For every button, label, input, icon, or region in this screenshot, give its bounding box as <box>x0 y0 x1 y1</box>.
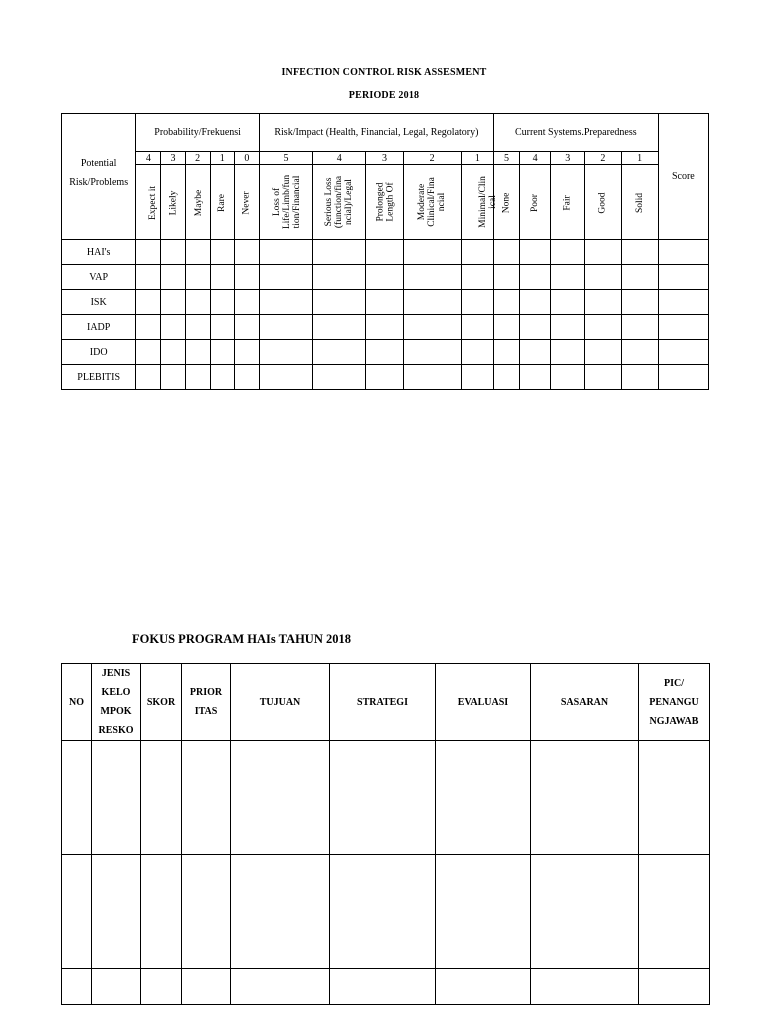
document-title: INFECTION CONTROL RISK ASSESMENT <box>281 67 487 78</box>
risk-row-label: IADP <box>62 315 136 340</box>
risk-score-cell[interactable] <box>259 265 312 290</box>
preparedness-num: 4 <box>520 152 551 165</box>
risk-score-cell[interactable] <box>585 240 621 265</box>
risk-score-cell[interactable] <box>366 340 403 365</box>
risk-score-cell[interactable] <box>259 340 312 365</box>
fokus-cell[interactable] <box>141 969 182 1005</box>
risk-score-cell[interactable] <box>185 365 210 390</box>
fokus-cell[interactable] <box>182 741 231 855</box>
risk-score-cell[interactable] <box>493 265 519 290</box>
risk-score-cell[interactable] <box>461 315 493 340</box>
preparedness-label-cell <box>585 165 621 240</box>
preparedness-label: Fair <box>562 194 573 211</box>
risk-score-cell[interactable] <box>185 240 210 265</box>
risk-score-cell[interactable] <box>313 240 366 265</box>
preparedness-label-cell <box>493 165 519 240</box>
risk-score-cell[interactable] <box>621 340 658 365</box>
fokus-cell[interactable] <box>182 855 231 969</box>
risk-score-cell[interactable] <box>520 340 551 365</box>
fokus-cell[interactable] <box>62 855 92 969</box>
risk-score-cell[interactable] <box>313 315 366 340</box>
fokus-cell[interactable] <box>531 969 639 1005</box>
risk-score-cell[interactable] <box>403 315 461 340</box>
risk-score-cell[interactable] <box>136 290 161 315</box>
risk-score-cell[interactable] <box>259 365 312 390</box>
risk-score-cell[interactable] <box>259 315 312 340</box>
risk-score-cell[interactable] <box>366 315 403 340</box>
fokus-cell[interactable] <box>92 741 141 855</box>
risk-score-cell[interactable] <box>210 290 234 315</box>
impact-label-cell <box>366 165 403 240</box>
fokus-cell[interactable] <box>639 855 710 969</box>
fokus-cell[interactable] <box>330 741 436 855</box>
preparedness-label: Poor <box>530 193 541 212</box>
risk-score-cell[interactable] <box>234 290 259 315</box>
risk-score-cell[interactable] <box>136 240 161 265</box>
risk-score-cell[interactable] <box>658 240 708 265</box>
probability-num: 1 <box>210 152 234 165</box>
risk-score-cell[interactable] <box>551 340 585 365</box>
impact-label-line: Prolonged <box>376 182 387 222</box>
risk-score-cell[interactable] <box>585 265 621 290</box>
risk-score-cell[interactable] <box>403 290 461 315</box>
col-jenis-line: MPOK <box>100 706 132 717</box>
fokus-cell[interactable] <box>62 969 92 1005</box>
risk-score-cell[interactable] <box>658 340 708 365</box>
risk-score-cell[interactable] <box>621 315 658 340</box>
risk-score-cell[interactable] <box>403 240 461 265</box>
potential-label: Potential <box>80 158 117 169</box>
risk-score-cell[interactable] <box>136 365 161 390</box>
impact-label-cell <box>403 165 461 240</box>
impact-label-line: tion/Financial <box>292 175 303 229</box>
risk-score-cell[interactable] <box>161 365 185 390</box>
fokus-cell[interactable] <box>436 855 531 969</box>
preparedness-label-cell <box>520 165 551 240</box>
risk-score-cell[interactable] <box>313 365 366 390</box>
risk-row-label: PLEBITIS <box>62 365 136 390</box>
fokus-cell[interactable] <box>62 741 92 855</box>
col-jenis-line: RESKO <box>98 725 134 736</box>
risk-score-cell[interactable] <box>234 340 259 365</box>
risk-score-cell[interactable] <box>493 365 519 390</box>
risk-score-cell[interactable] <box>210 340 234 365</box>
risk-score-cell[interactable] <box>259 290 312 315</box>
risk-score-cell[interactable] <box>366 240 403 265</box>
impact-label-line: ncial <box>437 192 448 212</box>
risk-score-cell[interactable] <box>161 290 185 315</box>
risk-score-cell[interactable] <box>403 365 461 390</box>
fokus-cell[interactable] <box>92 855 141 969</box>
fokus-row <box>62 855 710 969</box>
risk-score-cell[interactable] <box>520 290 551 315</box>
risk-row <box>62 340 709 365</box>
impact-label-line: Clinical/Fina <box>427 177 438 227</box>
risk-row <box>62 365 709 390</box>
probability-num: 3 <box>161 152 185 165</box>
fokus-cell[interactable] <box>436 741 531 855</box>
risk-score-cell[interactable] <box>234 265 259 290</box>
fokus-program-title: FOKUS PROGRAM HAIs TAHUN 2018 <box>132 632 351 646</box>
probability-label: Never <box>241 190 252 215</box>
risk-score-cell[interactable] <box>461 240 493 265</box>
fokus-row <box>62 969 710 1005</box>
col-prioritas-line: PRIOR <box>189 687 223 698</box>
fokus-cell[interactable] <box>436 969 531 1005</box>
risk-score-cell[interactable] <box>551 240 585 265</box>
impact-num: 3 <box>366 152 403 165</box>
risk-score-cell[interactable] <box>520 265 551 290</box>
risk-score-cell[interactable] <box>136 315 161 340</box>
impact-label-line: Loss of <box>272 187 283 217</box>
risk-score-cell[interactable] <box>551 365 585 390</box>
probability-label-cell <box>210 165 234 240</box>
impact-label-line: ncial)/Legal <box>344 179 355 225</box>
col-jenis-header <box>92 664 141 741</box>
preparedness-num: 3 <box>551 152 585 165</box>
risk-score-cell[interactable] <box>210 365 234 390</box>
risk-row-label: HAI's <box>62 240 136 265</box>
risk-score-cell[interactable] <box>551 290 585 315</box>
risk-score-cell[interactable] <box>313 265 366 290</box>
preparedness-label: None <box>501 192 512 213</box>
impact-label-cell <box>259 165 312 240</box>
risk-score-cell[interactable] <box>621 290 658 315</box>
probability-label: Rare <box>217 193 228 212</box>
risk-score-cell[interactable] <box>658 365 708 390</box>
risk-score-cell[interactable] <box>313 290 366 315</box>
probability-label-cell <box>234 165 259 240</box>
risk-score-cell[interactable] <box>136 340 161 365</box>
impact-num: 1 <box>461 152 493 165</box>
risk-score-cell[interactable] <box>185 290 210 315</box>
risk-row-label: ISK <box>62 290 136 315</box>
fokus-cell[interactable] <box>231 855 330 969</box>
probability-label: Likely <box>168 190 179 215</box>
impact-label-line: Serious Loss <box>324 177 335 227</box>
preparedness-label-cell <box>621 165 658 240</box>
col-strategi-header: STRATEGI <box>330 664 436 741</box>
fokus-cell[interactable] <box>141 855 182 969</box>
risk-score-cell[interactable] <box>461 290 493 315</box>
fokus-cell[interactable] <box>330 969 436 1005</box>
probability-label-cell <box>161 165 185 240</box>
risk-score-cell[interactable] <box>520 240 551 265</box>
impact-label-line: (function/fina <box>334 175 345 229</box>
risk-score-cell[interactable] <box>403 340 461 365</box>
col-evaluasi-header: EVALUASI <box>436 664 531 741</box>
probability-num: 4 <box>136 152 161 165</box>
risk-score-cell[interactable] <box>185 265 210 290</box>
col-jenis-line: KELO <box>101 687 131 698</box>
risk-score-cell[interactable] <box>366 265 403 290</box>
risk-score-cell[interactable] <box>210 315 234 340</box>
impact-label-cell <box>461 165 498 240</box>
probability-group-header: Probability/Frekuensi <box>136 114 260 152</box>
probability-label-cell <box>136 165 161 240</box>
col-no-header: NO <box>62 664 92 741</box>
risk-score-cell[interactable] <box>366 365 403 390</box>
probability-num: 0 <box>234 152 259 165</box>
probability-num: 2 <box>185 152 210 165</box>
col-sasaran-header: SASARAN <box>531 664 639 741</box>
impact-label-line: ical <box>487 195 498 209</box>
risk-row-label: IDO <box>62 340 136 365</box>
probability-label: Expect it <box>148 185 159 220</box>
col-pic-line: PENANGU <box>649 696 699 708</box>
fokus-cell[interactable] <box>330 855 436 969</box>
impact-label-line: Length Of <box>386 182 397 222</box>
preparedness-num: 2 <box>585 152 621 165</box>
col-prioritas-line: ITAS <box>194 706 218 717</box>
risk-score-cell[interactable] <box>551 315 585 340</box>
impact-label-line: Life/Limb/fun <box>282 174 293 230</box>
risk-score-cell[interactable] <box>658 265 708 290</box>
preparedness-group-header: Current Systems.Preparedness <box>493 114 658 152</box>
risk-score-cell[interactable] <box>210 240 234 265</box>
fokus-cell[interactable] <box>92 969 141 1005</box>
risk-score-cell[interactable] <box>585 290 621 315</box>
score-header: Score <box>658 114 708 240</box>
col-skor-header: SKOR <box>141 664 182 741</box>
col-tujuan-header: TUJUAN <box>231 664 330 741</box>
impact-num: 5 <box>259 152 312 165</box>
risk-score-cell[interactable] <box>234 315 259 340</box>
risk-assessment-table <box>61 113 709 390</box>
risk-row <box>62 265 709 290</box>
potential-risk-header <box>62 114 136 240</box>
risk-score-cell[interactable] <box>161 315 185 340</box>
preparedness-num: 5 <box>493 152 519 165</box>
fokus-cell[interactable] <box>141 741 182 855</box>
fokus-row <box>62 741 710 855</box>
risk-score-cell[interactable] <box>585 315 621 340</box>
risk-score-cell[interactable] <box>621 265 658 290</box>
impact-label-line: Moderate <box>417 183 428 221</box>
risk-score-cell[interactable] <box>493 315 519 340</box>
risk-score-cell[interactable] <box>493 340 519 365</box>
risk-problems-label: Risk/Problems <box>69 177 129 188</box>
risk-score-cell[interactable] <box>161 265 185 290</box>
risk-score-cell[interactable] <box>621 240 658 265</box>
preparedness-label: Solid <box>634 192 645 213</box>
fokus-cell[interactable] <box>231 969 330 1005</box>
risk-score-cell[interactable] <box>585 365 621 390</box>
risk-score-cell[interactable] <box>658 315 708 340</box>
risk-score-cell[interactable] <box>161 240 185 265</box>
risk-row <box>62 290 709 315</box>
risk-score-cell[interactable] <box>520 315 551 340</box>
col-pic-line: PIC/ <box>664 677 684 689</box>
risk-score-cell[interactable] <box>493 240 519 265</box>
risk-score-cell[interactable] <box>551 265 585 290</box>
risk-score-cell[interactable] <box>210 265 234 290</box>
fokus-cell[interactable] <box>231 741 330 855</box>
fokus-cell[interactable] <box>639 969 710 1005</box>
risk-score-cell[interactable] <box>234 240 259 265</box>
risk-row-label: VAP <box>62 265 136 290</box>
preparedness-label: Good <box>597 191 608 214</box>
impact-num: 2 <box>403 152 461 165</box>
risk-score-cell[interactable] <box>493 290 519 315</box>
preparedness-label-cell <box>551 165 585 240</box>
col-jenis-line: JENIS <box>101 668 131 679</box>
risk-score-cell[interactable] <box>461 340 493 365</box>
risk-row <box>62 315 709 340</box>
risk-score-cell[interactable] <box>185 315 210 340</box>
risk-score-cell[interactable] <box>585 340 621 365</box>
risk-score-cell[interactable] <box>234 365 259 390</box>
risk-score-cell[interactable] <box>621 365 658 390</box>
risk-score-cell[interactable] <box>461 365 493 390</box>
risk-row <box>62 240 709 265</box>
risk-score-cell[interactable] <box>366 290 403 315</box>
impact-num: 4 <box>313 152 366 165</box>
col-pic-header <box>639 664 710 741</box>
risk-score-cell[interactable] <box>520 365 551 390</box>
fokus-cell[interactable] <box>182 969 231 1005</box>
col-pic-line: NGJAWAB <box>649 715 699 727</box>
document-period: PERIODE 2018 <box>348 90 420 101</box>
col-prioritas-header <box>182 664 231 741</box>
risk-score-cell[interactable] <box>403 265 461 290</box>
risk-score-cell[interactable] <box>658 290 708 315</box>
risk-score-cell[interactable] <box>136 265 161 290</box>
probability-label: Maybe <box>193 189 204 216</box>
risk-score-cell[interactable] <box>313 340 366 365</box>
fokus-cell[interactable] <box>531 741 639 855</box>
fokus-cell[interactable] <box>531 855 639 969</box>
risk-score-cell[interactable] <box>185 340 210 365</box>
probability-label-cell <box>185 165 210 240</box>
impact-label-line: Minimal/Clin <box>477 176 488 228</box>
impact-group-header: Risk/Impact (Health, Financial, Legal, Regolatory) <box>259 114 493 152</box>
risk-score-cell[interactable] <box>161 340 185 365</box>
impact-label-cell <box>313 165 366 240</box>
preparedness-num: 1 <box>621 152 658 165</box>
risk-score-cell[interactable] <box>259 240 312 265</box>
fokus-program-table <box>61 663 710 1005</box>
fokus-cell[interactable] <box>639 741 710 855</box>
risk-score-cell[interactable] <box>461 265 493 290</box>
